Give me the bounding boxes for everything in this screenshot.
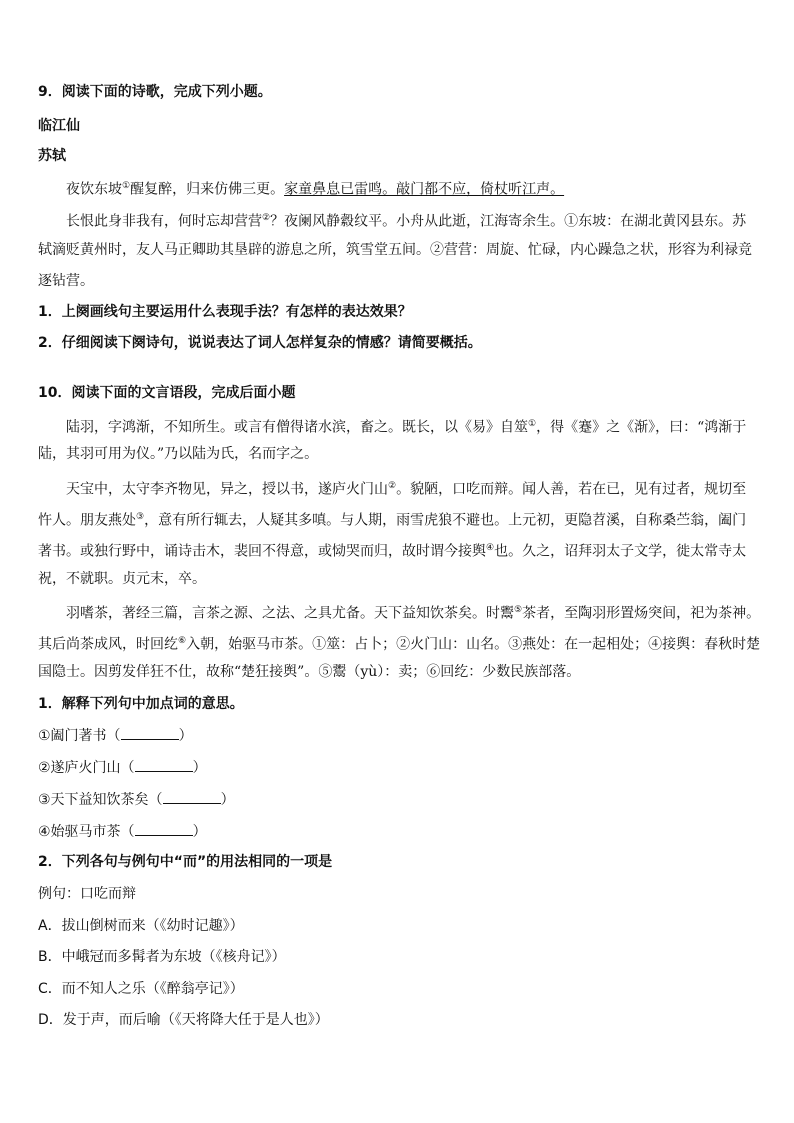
footnote-marker: ② xyxy=(388,481,397,491)
passage-text: 茶者，至陶羽形置炀突间，祀为茶神。 xyxy=(522,605,761,622)
poem-text: 长恨此身非我有，何时忘却营营 xyxy=(66,213,262,230)
q9-sub-question-2: 2．仔细阅读下阕诗句，说说表达了词人怎样复杂的情感？请简要概括。 xyxy=(38,335,482,351)
poem-line-1 xyxy=(66,176,772,200)
footnote-marker: ② xyxy=(262,213,271,223)
option-c[interactable]: C．而不知人之乐（《醉翁亭记》） xyxy=(38,981,244,997)
q10-sub-question-2: 2．下列各句与例句中“而”的用法相同的一项是 xyxy=(38,854,333,870)
footnote-marker: ① xyxy=(122,181,131,191)
poem-note-line: 轼滴贬黄州时，友人马正卿助其垦辟的游息之所，筑雪堂五间。②营营：周旋、忙碌，内心躁急之状，形容为利禄竞 xyxy=(38,242,752,258)
answer-blank[interactable] xyxy=(135,823,193,836)
passage-line xyxy=(38,538,772,562)
fill-item xyxy=(38,758,772,778)
passage-line xyxy=(66,600,772,624)
fill-item-close: ） xyxy=(192,760,207,776)
poem-author: 苏轼 xyxy=(38,148,66,164)
fill-item-text: ②遂庐火门山（ xyxy=(38,760,135,776)
answer-blank[interactable] xyxy=(135,759,193,772)
passage-text: ，得《蹇》之《渐》，曰：“鸿渐于 xyxy=(536,419,747,436)
poem-text: 醒复醉，归来仿佛三更。 xyxy=(130,181,285,198)
fill-item-close: ） xyxy=(220,792,235,808)
passage-line: 祝，不就职。贞元末，卒。 xyxy=(38,571,206,587)
underlined-poem-text: 家童鼻息已雷鸣。敲门都不应，倚杖听江声。 xyxy=(284,181,565,198)
passage-text: 入朝，始驱马市茶。①筮：占卜；②火门山：山名。③燕处：在一起相处；④接舆：春秋时楚 xyxy=(186,636,761,653)
fill-item xyxy=(38,822,772,842)
passage-text: ，意有所行辄去，人疑其多嗔。与人期，雨雪虎狼不避也。上元初，更隐苕溪，自称桑苎翁，阖门 xyxy=(144,512,747,529)
footnote-marker: ⑤ xyxy=(514,605,523,615)
passage-text: 陆羽，字鸿渐，不知所生。或言有僧得诸水滨，畜之。既长，以《易》自筮 xyxy=(66,419,528,436)
passage-text: 也。久之，诏拜羽太子文学，徙太常寺太 xyxy=(494,543,747,560)
fill-item-text: ④始驱马市茶（ xyxy=(38,824,135,840)
option-a[interactable]: A．拔山倒树而来（《幼时记趣》） xyxy=(38,918,244,934)
option-b[interactable]: B．中峨冠而多髯者为东坡（《核舟记》） xyxy=(38,949,286,965)
example-sentence: 例句：口吃而辩 xyxy=(38,886,136,902)
fill-item-close: ） xyxy=(178,728,193,744)
passage-line xyxy=(66,414,772,438)
poem-title: 临江仙 xyxy=(38,118,80,134)
passage-line xyxy=(38,631,772,655)
footnote-marker: ④ xyxy=(486,543,495,553)
q10-sub-question-1: 1．解释下列句中加点词的意思。 xyxy=(38,696,244,712)
passage-text: 。貌陋，口吃而辩。闻人善，若在已，见有过者，规切至 xyxy=(396,481,747,498)
option-d[interactable]: D．发于声，而后喻（《天将降大任于是人也》） xyxy=(38,1012,329,1028)
passage-text: 天宝中，太守李齐物见，异之，授以书，遂庐火门山 xyxy=(66,481,388,498)
fill-item xyxy=(38,790,772,810)
passage-line: 国隐士。因剪发佯狂不仕，故称“楚狂接舆”。⑤鬻（yù）：卖；⑥回纥：少数民族部落。 xyxy=(38,664,581,680)
fill-item-text: ①阖门著书（ xyxy=(38,728,121,744)
passage-text: 羽嗜茶，著经三篇，言茶之源、之法、之具尤备。天下益知饮茶矣。时鬻 xyxy=(66,605,514,622)
q9-heading: 9．阅读下面的诗歌，完成下列小题。 xyxy=(38,84,272,100)
poem-text: 夜饮东坡 xyxy=(66,181,122,198)
passage-text: 其后尚茶成风，时回纥 xyxy=(38,636,178,653)
footnote-marker: ③ xyxy=(136,512,145,522)
fill-item-text: ③天下益知饮茶矣（ xyxy=(38,792,163,808)
q9-sub-question-1: 1．上阕画线句主要运用什么表现手法？有怎样的表达效果？ xyxy=(38,304,412,320)
passage-line xyxy=(66,476,772,500)
fill-item-close: ） xyxy=(192,824,207,840)
passage-text: 忤人。朋友燕处 xyxy=(38,512,136,529)
poem-line-2 xyxy=(66,208,772,232)
footnote-marker: ① xyxy=(528,419,537,429)
answer-blank[interactable] xyxy=(163,791,221,804)
passage-text: 著书。或独行野中，诵诗击木，裴回不得意，或恸哭而归，故时谓今接舆 xyxy=(38,543,486,560)
passage-line xyxy=(38,507,772,531)
q10-heading: 10．阅读下面的文言语段，完成后面小题 xyxy=(38,385,296,401)
poem-text: ？夜阑风静縠纹平。小舟从此逝，江海寄余生。①东坡：在湖北黄冈县东。苏 xyxy=(270,213,747,230)
poem-note-line: 逐钻营。 xyxy=(38,273,94,289)
footnote-marker: ⑥ xyxy=(178,636,187,646)
fill-item xyxy=(38,726,772,746)
answer-blank[interactable] xyxy=(121,727,179,740)
passage-line: 陆，其羽可用为仪。”乃以陆为氏，名而字之。 xyxy=(38,446,319,462)
